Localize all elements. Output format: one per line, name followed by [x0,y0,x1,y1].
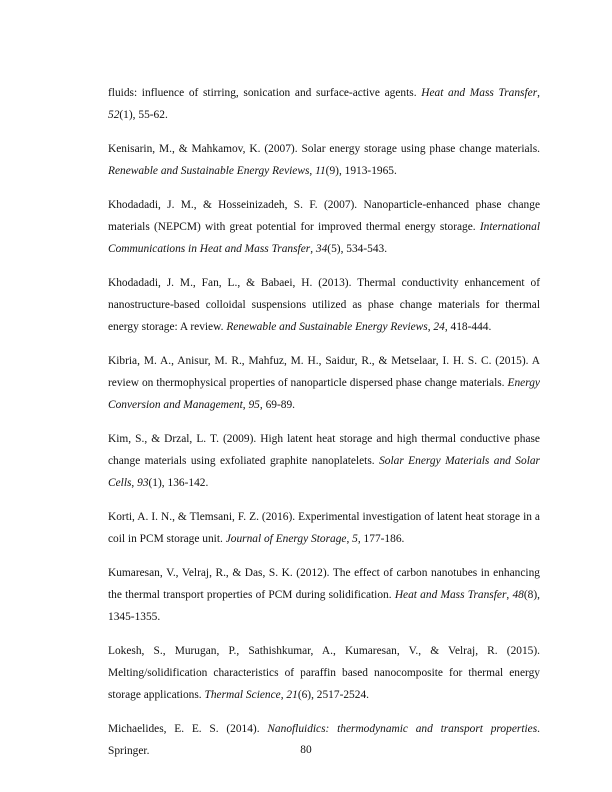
reference-text: , 177-186. [357,533,405,545]
reference-entry [108,350,540,416]
journal-title: International Communications in Heat and Mass Transfer [108,221,540,255]
volume-number: 21 [286,689,298,701]
volume-number: 11 [315,165,326,177]
reference-text: , [131,477,138,489]
reference-entry [108,562,540,628]
volume-number: 95 [248,399,260,411]
volume-number: 48 [512,589,524,601]
reference-text: Korti, A. I. N., & Tlemsani, F. Z. (2016). Experimental investigation of latent heat storage in a coil in PCM storage unit. [108,511,540,545]
reference-text: Michaelides, E. E. S. (2014). [108,723,268,735]
volume-number: 52 [108,109,120,121]
journal-title: Solar Energy Materials and Solar Cells [108,455,540,489]
reference-text: , [280,689,287,701]
reference-text: , [242,399,249,411]
journal-title: Renewable and Sustainable Energy Reviews [226,321,428,333]
reference-entry [108,138,540,182]
reference-text: Kibria, M. A., Anisur, M. R., Mahfuz, M. H., Saidur, R., & Metselaar, I. H. S. C. (2015). A review on thermophysical properties of nanoparticle dispersed phase change materials. [108,355,540,389]
reference-text: , [427,321,434,333]
reference-text: , [310,243,316,255]
journal-title: Renewable and Sustainable Energy Reviews [108,165,310,177]
reference-text: Khodadadi, J. M., & Hosseinizadeh, S. F. (2007). Nanoparticle-enhanced phase change materials (NEPCM) with great potential for improved thermal energy storage. [108,199,540,233]
book-title: Nanofluidics: thermodynamic and transport properties [267,723,538,735]
reference-text: (5), 534-543. [327,243,388,255]
journal-title: Journal of Energy Storage [225,533,347,545]
reference-text: , [537,87,540,99]
reference-text: Lokesh, S., Murugan, P., Sathishkumar, A., Kumaresan, V., & Velraj, R. (2015). Melting/solidification characteristics of paraffin based nanocomposite for thermal energy storage applications. [108,645,540,701]
reference-text: fluids: influence of stirring, sonication and surface-active agents. [108,87,422,99]
reference-entry [108,640,540,706]
reference-entry [108,194,540,260]
reference-text: , [309,165,316,177]
reference-text: Kumaresan, V., Velraj, R., & Das, S. K. (2012). The effect of carbon nanotubes in enhancing the thermal transport properties of PCM during solidification. [108,567,540,601]
reference-text: , [346,533,353,545]
reference-list [108,82,540,774]
reference-text: , 418-444. [444,321,492,333]
page-number: 80 [300,744,312,756]
reference-text: (1), 55-62. [119,109,168,121]
reference-text: , 69-89. [259,399,295,411]
reference-text: (9), 1913-1965. [325,165,397,177]
reference-text: , [506,589,513,601]
volume-number: 34 [315,243,328,255]
journal-title: Heat and Mass Transfer [421,87,538,99]
journal-title: Thermal Science [204,689,281,701]
reference-text: (8), 1345-1355. [108,589,540,623]
reference-entry [108,272,540,338]
volume-number: 93 [137,477,149,489]
reference-text: Khodadadi, J. M., Fan, L., & Babaei, H. (2013). Thermal conductivity enhancement of nanostructure-based colloidal suspensions utilized as phase change materials for thermal energy storage: A review. [108,277,540,333]
reference-text: Kim, S., & Drzal, L. T. (2009). High latent heat storage and high thermal conductive phase change materials using exfoliated graphite nanoplatelets. [108,433,540,467]
volume-number: 5 [352,533,358,545]
reference-text: . Springer. [108,723,540,757]
journal-title: Heat and Mass Transfer [394,589,507,601]
reference-text: Kenisarin, M., & Mahkamov, K. (2007). Solar energy storage using phase change materials. [108,143,540,155]
volume-number: 24 [433,321,445,333]
journal-title: Energy Conversion and Management [108,377,540,411]
reference-entry [108,428,540,494]
reference-text: (6), 2517-2524. [297,689,369,701]
reference-entry [108,506,540,550]
reference-entry [108,82,540,126]
reference-text: (1), 136-142. [148,477,209,489]
